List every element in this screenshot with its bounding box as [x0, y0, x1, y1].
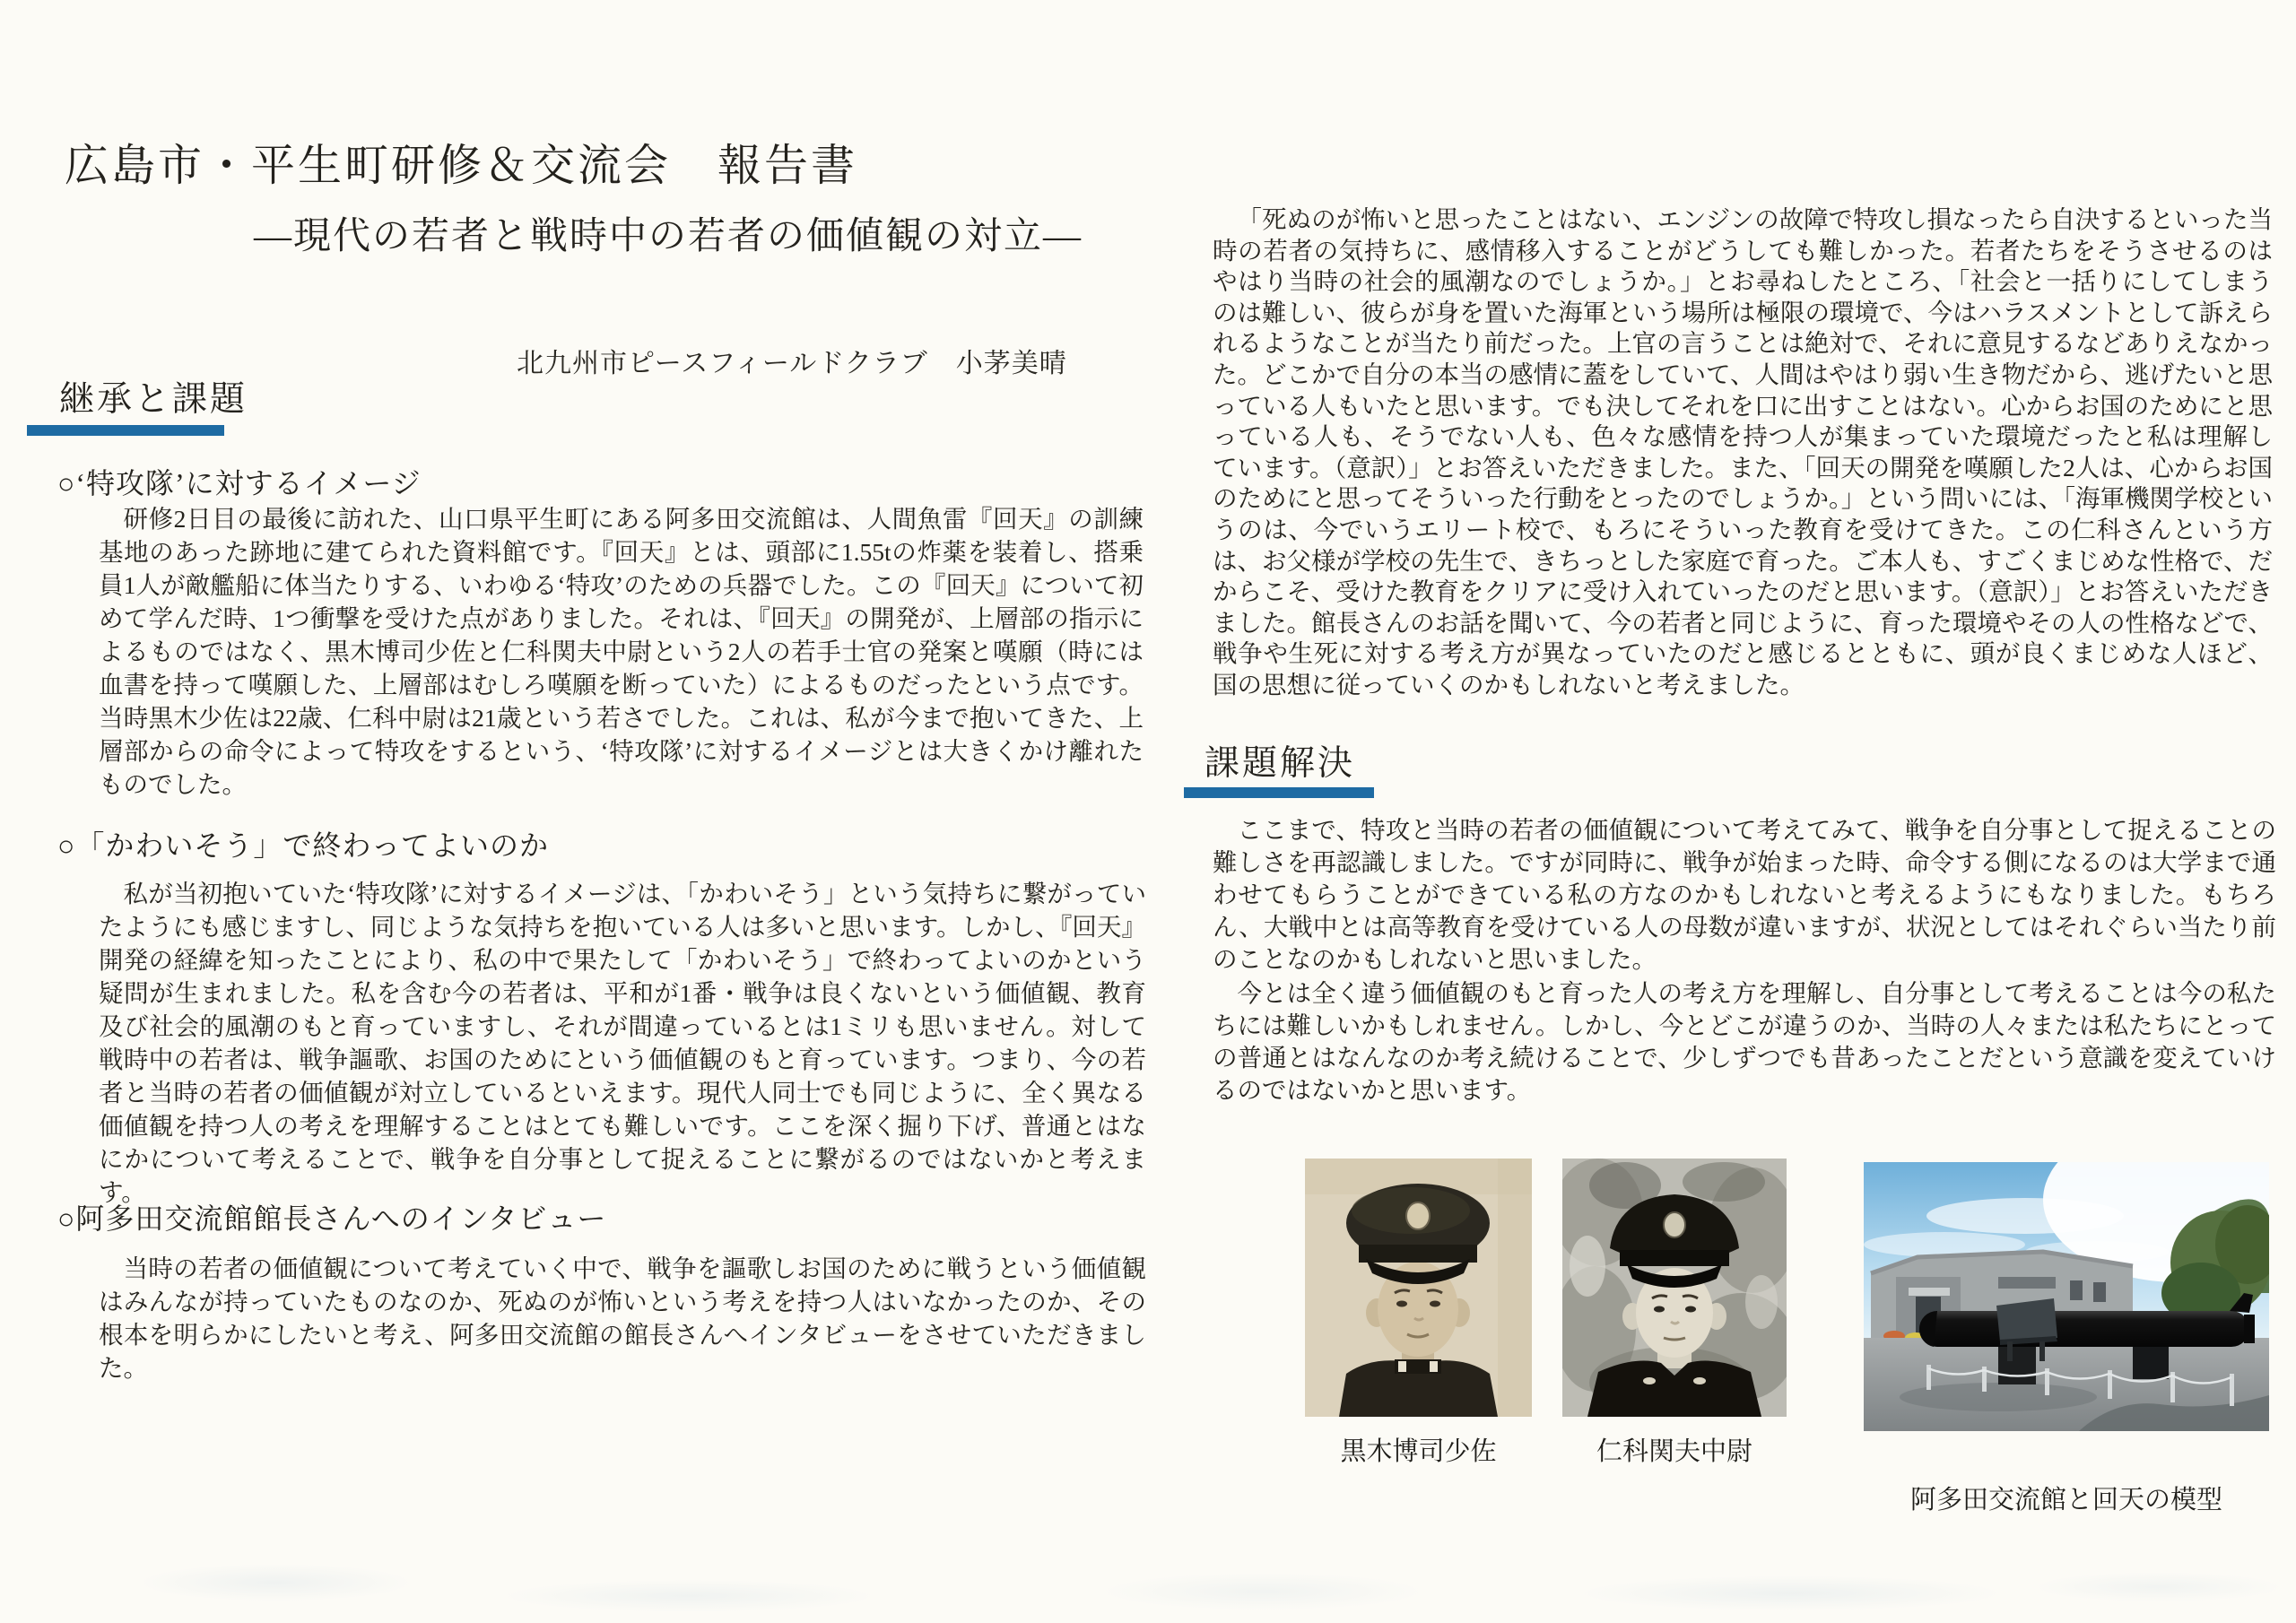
- museum-kaiten-image: [1864, 1162, 2269, 1431]
- page-subtitle: ―現代の若者と戦時中の若者の価値観の対立―: [254, 216, 1083, 257]
- topic-heading-interview: ○阿多田交流館館長さんへのインタビュー: [57, 1202, 607, 1235]
- kuroki-portrait-image: [1305, 1159, 1532, 1417]
- caption-kuroki: 黒木博司少佐: [1340, 1437, 1497, 1466]
- caption-museum: 阿多田交流館と回天の模型: [1909, 1486, 2222, 1515]
- paragraph-solution-2: 今とは全く違う価値観のもと育った人の考え方を理解し、自分事として考えることは今の私たちには難しいかもしれません。しかし、今とどこが違うのか、当時の人々または私たちにとっての普通とはなんなのか考え続けることで、少しずつでも昔あったことだという意識を変えていけるのではないかと思います。: [1213, 979, 2276, 1104]
- section-underline-bar: [27, 425, 224, 436]
- topic-heading-tokkotai-image: ○‘特攻隊’に対するイメージ: [57, 467, 422, 499]
- paragraph-kawaisou: 私が当初抱いていた‘特攻隊’に対するイメージは、「かわいそう」という気持ちに繋がっていたようにも感じますし、同じような気持ちを抱いている人は多いと思います。しかし、『回天』開発の経緯を知ったことにより、私の中で果たして「かわいそう」で終わってよいのかという疑問が生まれました。私を含む今の若者は、平和が1番・戦争は良くないという価値観、教育及び社会的風潮のもと育っていますし、それが間違っているとは1ミリも思いません。対して戦時中の若者は、戦争謳歌、お国のためにという価値観のもと育っています。つまり、今の若者と当時の若者の価値観が対立しているといえます。現代人同士でも同じように、全く異なる価値観を持つ人の考えを理解することはとても難しいです。ここを深く掘り下げ、普通とはなにかについて考えることで、戦争を自分事として捉えることに繋がるのではないかと考えます。: [99, 880, 1146, 1206]
- paragraph-tokkotai-image: 研修2日目の最後に訪れた、山口県平生町にある阿多田交流館は、人間魚雷『回天』の訓練基地のあった跡地に建てられた資料館です。『回天』とは、頭部に1.55tの炸薬を装着し、搭乗員1人が敵艦船に体当たりする、いわゆる‘特攻’のための兵器でした。この『回天』について初めて学んだ時、1つ衝撃を受けた点がありました。それは、『回天』の開発が、上層部の指示によるものではなく、黒木博司少佐と仁科関夫中尉という2人の若手士官の発案と嘆願（時には血書を持って嘆願した、上層部はむしろ嘆願を断っていた）によるものだったという点です。当時黒木少佐は22歳、仁科中尉は21歳という若さでした。これは、私が今まで抱いてきた、上層部からの命令によって特攻をするという、‘特攻隊’に対するイメージとは大きくかけ離れたものでした。: [99, 505, 1144, 798]
- section-heading-inheritance: 継承と課題: [59, 380, 248, 419]
- section-underline-bar-2: [1184, 787, 1374, 798]
- paragraph-solution-1: ここまで、特攻と当時の若者の価値観について考えてみて、戦争を自分事として捉えることの難しさを再認識しました。ですが同時に、戦争が始まった時、命令する側になるのは大学まで通わせてもらうことができている私の方なのかもしれないと考えるようにもなりました。もちろん、大戦中とは高等教育を受けている人の母数が違いますが、状況としてはそれぐらい当たり前のことなのかもしれないと思いました。: [1213, 816, 2276, 973]
- photo-nishina-portrait: [1562, 1159, 1787, 1417]
- author-line: 北九州市ピースフィールドクラブ 小茅美晴: [517, 349, 1067, 378]
- topic-heading-kawaisou: ○「かわいそう」で終わってよいのか: [57, 829, 550, 862]
- photo-kuroki-portrait: [1305, 1159, 1532, 1417]
- section-heading-solution: 課題解決: [1205, 744, 1356, 783]
- paragraph-interview-intro: 当時の若者の価値観について考えていく中で、戦争を謳歌しお国のために戦うという価値観はみんなが持っていたものなのか、死ぬのが怖いという考えを持つ人はいなかったのか、その根本を明らかにしたいと考え、阿多田交流館の館長さんへインタビューをさせていただきました。: [99, 1254, 1146, 1382]
- paragraph-interview-answers: 「死ぬのが怖いと思ったことはない、エンジンの故障で特攻し損なったら自決するといった当時の若者の気持ちに、感情移入することがどうしても難しかった。若者たちをそうさせるのはやはり当時の社会的風潮なのでしょうか。」とお尋ねしたところ、「社会と一括りにしてしまうのは難しい、彼らが身を置いた海軍という場所は極限の環境で、今はハラスメントとして訴えられるようなことが当たり前だった。上官の言うことは絶対で、それに意見するなどありえなかった。どこかで自分の本当の感情に蓋をしていて、人間はやはり弱い生き物だから、逃げたいと思っている人もいたと思います。でも決してそれを口に出すことはない。心からお国のためにと思っている人も、そうでない人も、色々な感情を持つ人が集まっていた環境だったと私は理解しています。（意訳）」とお答えいただきました。また、「回天の開発を嘆願した2人は、心からお国のためにと思ってそういった行動をとったのでしょうか。」という問いには、「海軍機関学校というのは、今でいうエリート校で、もろにそういった教育を受けてきた。この仁科さんという方は、お父様が学校の先生で、きちっとした家庭で育った。ご本人も、すごくまじめな性格で、だからこそ、受けた教育をクリアに受け入れていったのだと思います。（意訳）」とお答えいただきました。館長さんのお話を聞いて、今の若者と同じように、育った環境やその人の性格などで、戦争や生死に対する考え方が異なっていたのだと感じるとともに、頭が良くまじめな人ほど、国の思想に従っていくのかもしれないと考えました。: [1213, 205, 2273, 699]
- page-title: 広島市・平生町研修＆交流会 報告書: [65, 141, 858, 190]
- scan-noise-band: [0, 1529, 2296, 1619]
- caption-nishina: 仁科関夫中尉: [1596, 1437, 1752, 1466]
- nishina-portrait-image: [1562, 1159, 1787, 1417]
- photo-museum-kaiten: [1864, 1162, 2269, 1431]
